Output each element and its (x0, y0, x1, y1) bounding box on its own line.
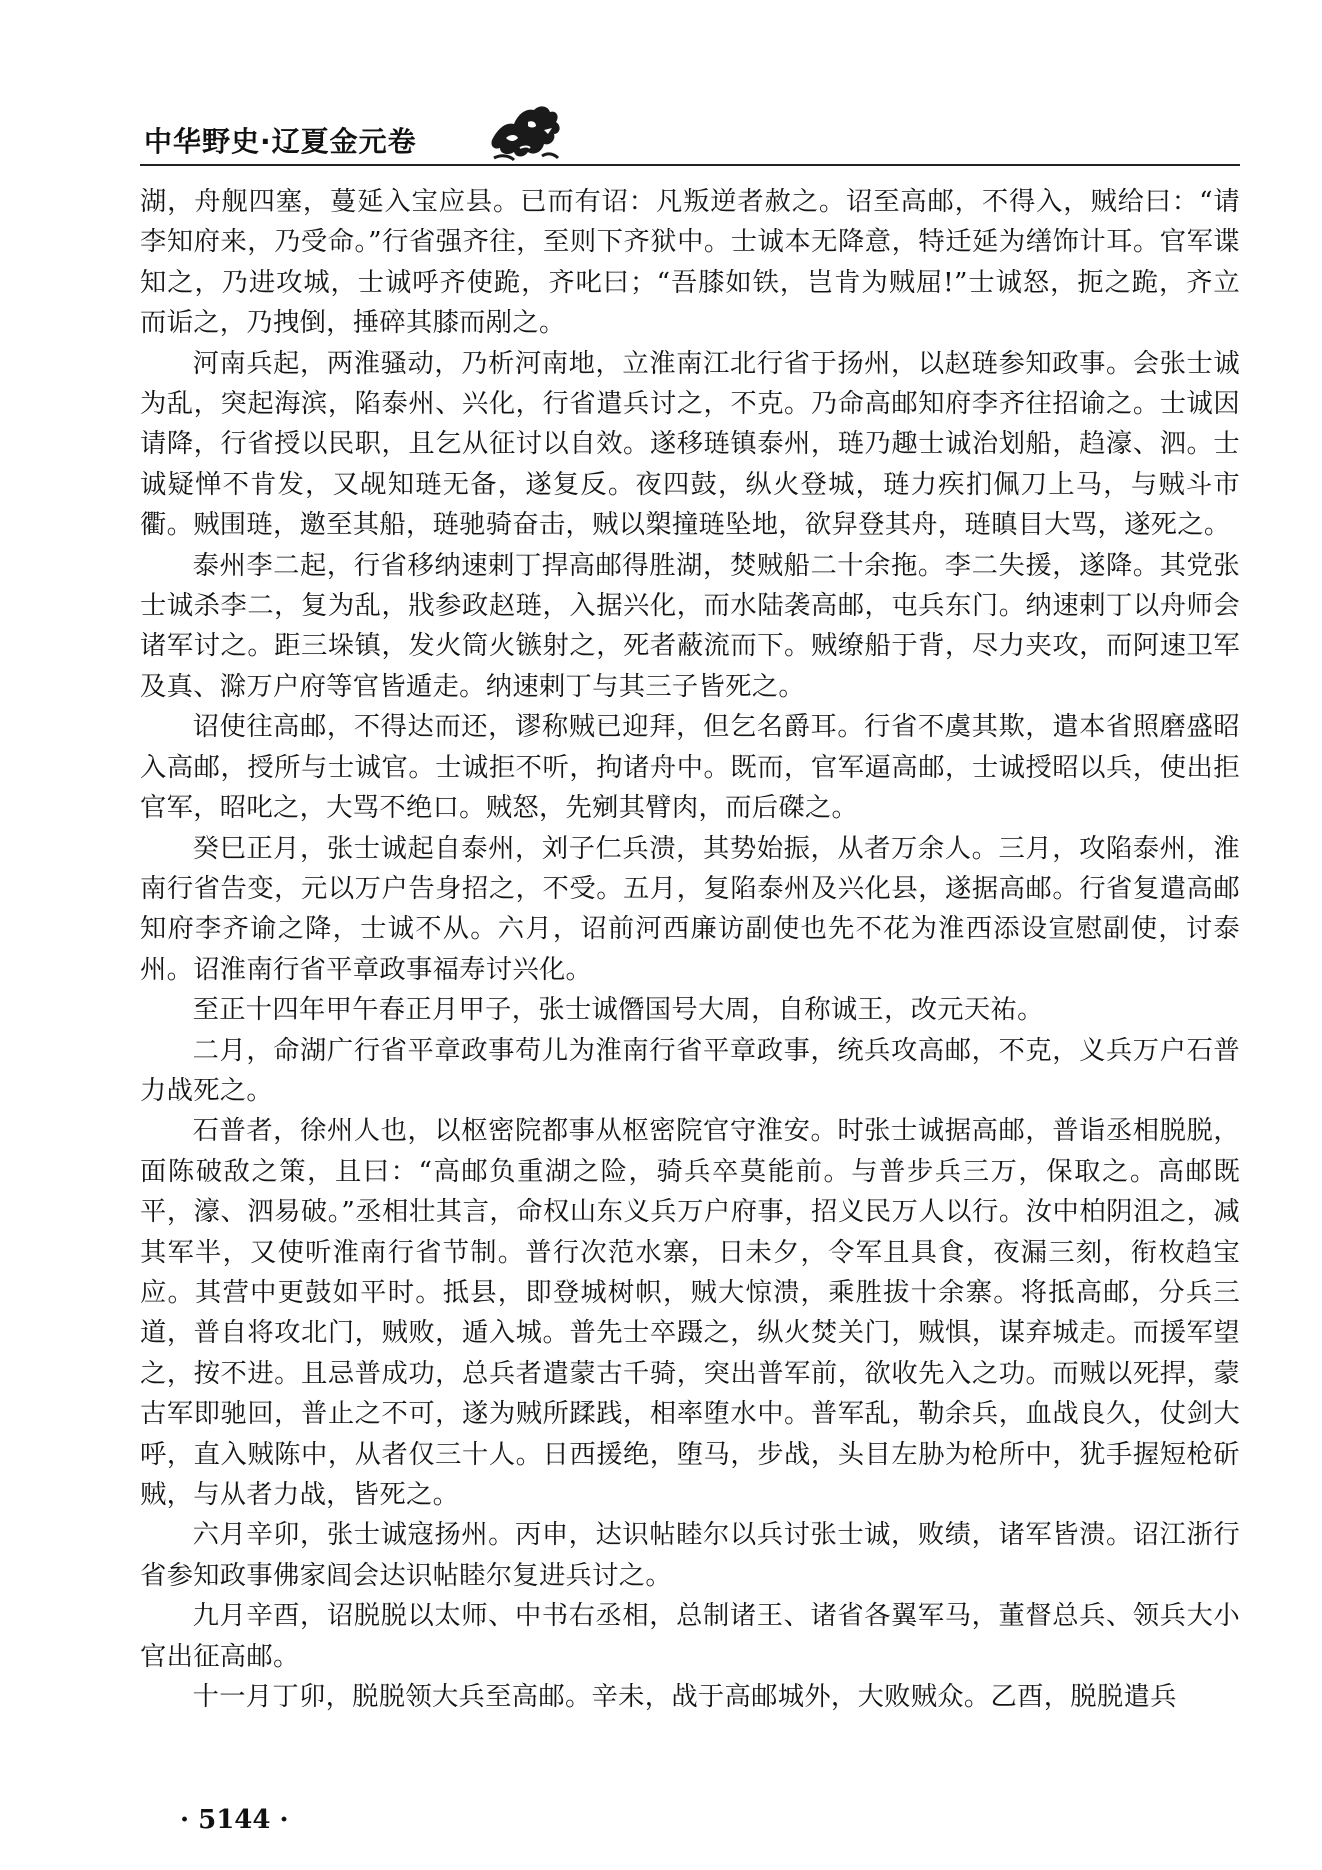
body-text (140, 182, 1240, 1717)
running-header (140, 100, 1240, 170)
dragon-emblem-icon (484, 100, 570, 164)
paragraph: 至正十四年甲午春正月甲子，张士诚僭国号大周，自称诚王，改元天祐。 (192, 995, 1044, 1026)
paragraph: 癸巳正月，张士诚起自泰州，刘子仁兵溃，其势始振，从者万余人。三月，攻陷泰州，淮南行省告变，元以万户告身招之，不受。五月，复陷泰州及兴化县，遂据高邮。行省复遣高邮知府李齐谕之降，士诚不从。六月，诏前河西廉访副使也先不花为淮西添设宣慰副使，讨泰州。诏淮南行省平章政事福寿讨兴化。 (140, 833, 1240, 985)
paragraph: 石普者，徐州人也，以枢密院都事从枢密院官守淮安。时张士诚据高邮，普诣丞相脱脱，面陈破敌之策，且曰：“高邮负重湖之险，骑兵卒莫能前。与普步兵三万，保取之。高邮既平，濠、泗易破。”丞相壮其言，命权山东义兵万户府事，招义民万人以行。汝中柏阴沮之，减其军半，又使听淮南行省节制。普行次范水寨，日未夕，令军且具食，夜漏三刻，衔枚趋宝应。其营中更鼓如平时。抵县，即登城树帜，贼大惊溃，乘胜拔十余寨。将抵高邮，分兵三道，普自将攻北门，贼败，遁入城。普先士卒蹑之，纵火焚关门，贼惧，谋弃城走。而援军望之，按不进。且忌普成功，总兵者遣蒙古千骑，突出普军前，欲收先入之功。而贼以死捍，蒙古军即驰回，普止之不可，遂为贼所蹂践，相率堕水中。普军乱，勒余兵，血战良久，仗剑大呼，直入贼陈中，从者仅三十人。日西援绝，堕马，步战，头目左胁为枪所中，犹手握短枪斫贼，与从者力战，皆死之。 (140, 1116, 1240, 1510)
header-divider (140, 164, 1240, 166)
paragraph: 二月，命湖广行省平章政事苟儿为淮南行省平章政事，统兵攻高邮，不克，义兵万户石普力战死之。 (140, 1035, 1240, 1106)
paragraph: 九月辛酉，诏脱脱以太师、中书右丞相，总制诸王、诸省各翼军马，董督总兵、领兵大小官出征高邮。 (140, 1601, 1240, 1672)
paragraph: 泰州李二起，行省移纳速剌丁捍高邮得胜湖，焚贼船二十余拖。李二失援，遂降。其党张士诚杀李二，复为乱，戕参政赵琏，入据兴化，而水陆袭高邮，屯兵东门。纳速剌丁以舟师会诸军讨之。距三垛镇，发火筒火镞射之，死者蔽流而下。贼缭船于背，尽力夹攻，而阿速卫军及真、滁万户府等官皆遁走。纳速剌丁与其三子皆死之。 (140, 550, 1240, 702)
book-title: 中华野史·辽夏金元卷 (144, 125, 417, 158)
paragraph: 十一月丁卯，脱脱领大兵至高邮。辛未，战于高邮城外，大败贼众。乙酉，脱脱遣兵 (192, 1682, 1177, 1713)
paragraph: 河南兵起，两淮骚动，乃析河南地，立淮南江北行省于扬州，以赵琏参知政事。会张士诚为乱，突起海滨，陷泰州、兴化，行省遣兵讨之，不克。乃命高邮知府李齐往招谕之。士诚因请降，行省授以民职，且乞从征讨以自效。遂移琏镇泰州，琏乃趣士诚治划船，趋濠、泗。士诚疑惮不肯发，又觇知琏无备，遂复反。夜四鼓，纵火登城，琏力疾扪佩刀上马，与贼斗市衢。贼围琏，邀至其船，琏驰骑奋击，贼以槊撞琏坠地，欲舁登其舟，琏瞋目大骂，遂死之。 (140, 348, 1240, 541)
paragraph: 六月辛卯，张士诚寇扬州。丙申，达识帖睦尔以兵讨张士诚，败绩，诸军皆溃。诏江浙行省参知政事佛家闾会达识帖睦尔复进兵讨之。 (140, 1520, 1240, 1591)
paragraph: 诏使往高邮，不得达而还，谬称贼已迎拜，但乞名爵耳。行省不虞其欺，遣本省照磨盛昭入高邮，授所与士诚官。士诚拒不听，拘诸舟中。既而，官军逼高邮，士诚授昭以兵，使出拒官军，昭叱之，大骂不绝口。贼怒，先剜其臂肉，而后磔之。 (140, 712, 1240, 824)
page-number: · 5144 · (180, 1805, 289, 1835)
paragraph: 湖，舟舰四塞，蔓延入宝应县。已而有诏：凡叛逆者赦之。诏至高邮，不得入，贼给曰：“请李知府来，乃受命。”行省强齐往，至则下齐狱中。士诚本无降意，特迁延为缮饰计耳。官军谍知之，乃进攻城，士诚呼齐使跪，齐叱曰；“吾膝如铁，岂肯为贼屈!”士诚怒，扼之跪，齐立而诟之，乃拽倒，捶碎其膝而剐之。 (140, 187, 1240, 339)
